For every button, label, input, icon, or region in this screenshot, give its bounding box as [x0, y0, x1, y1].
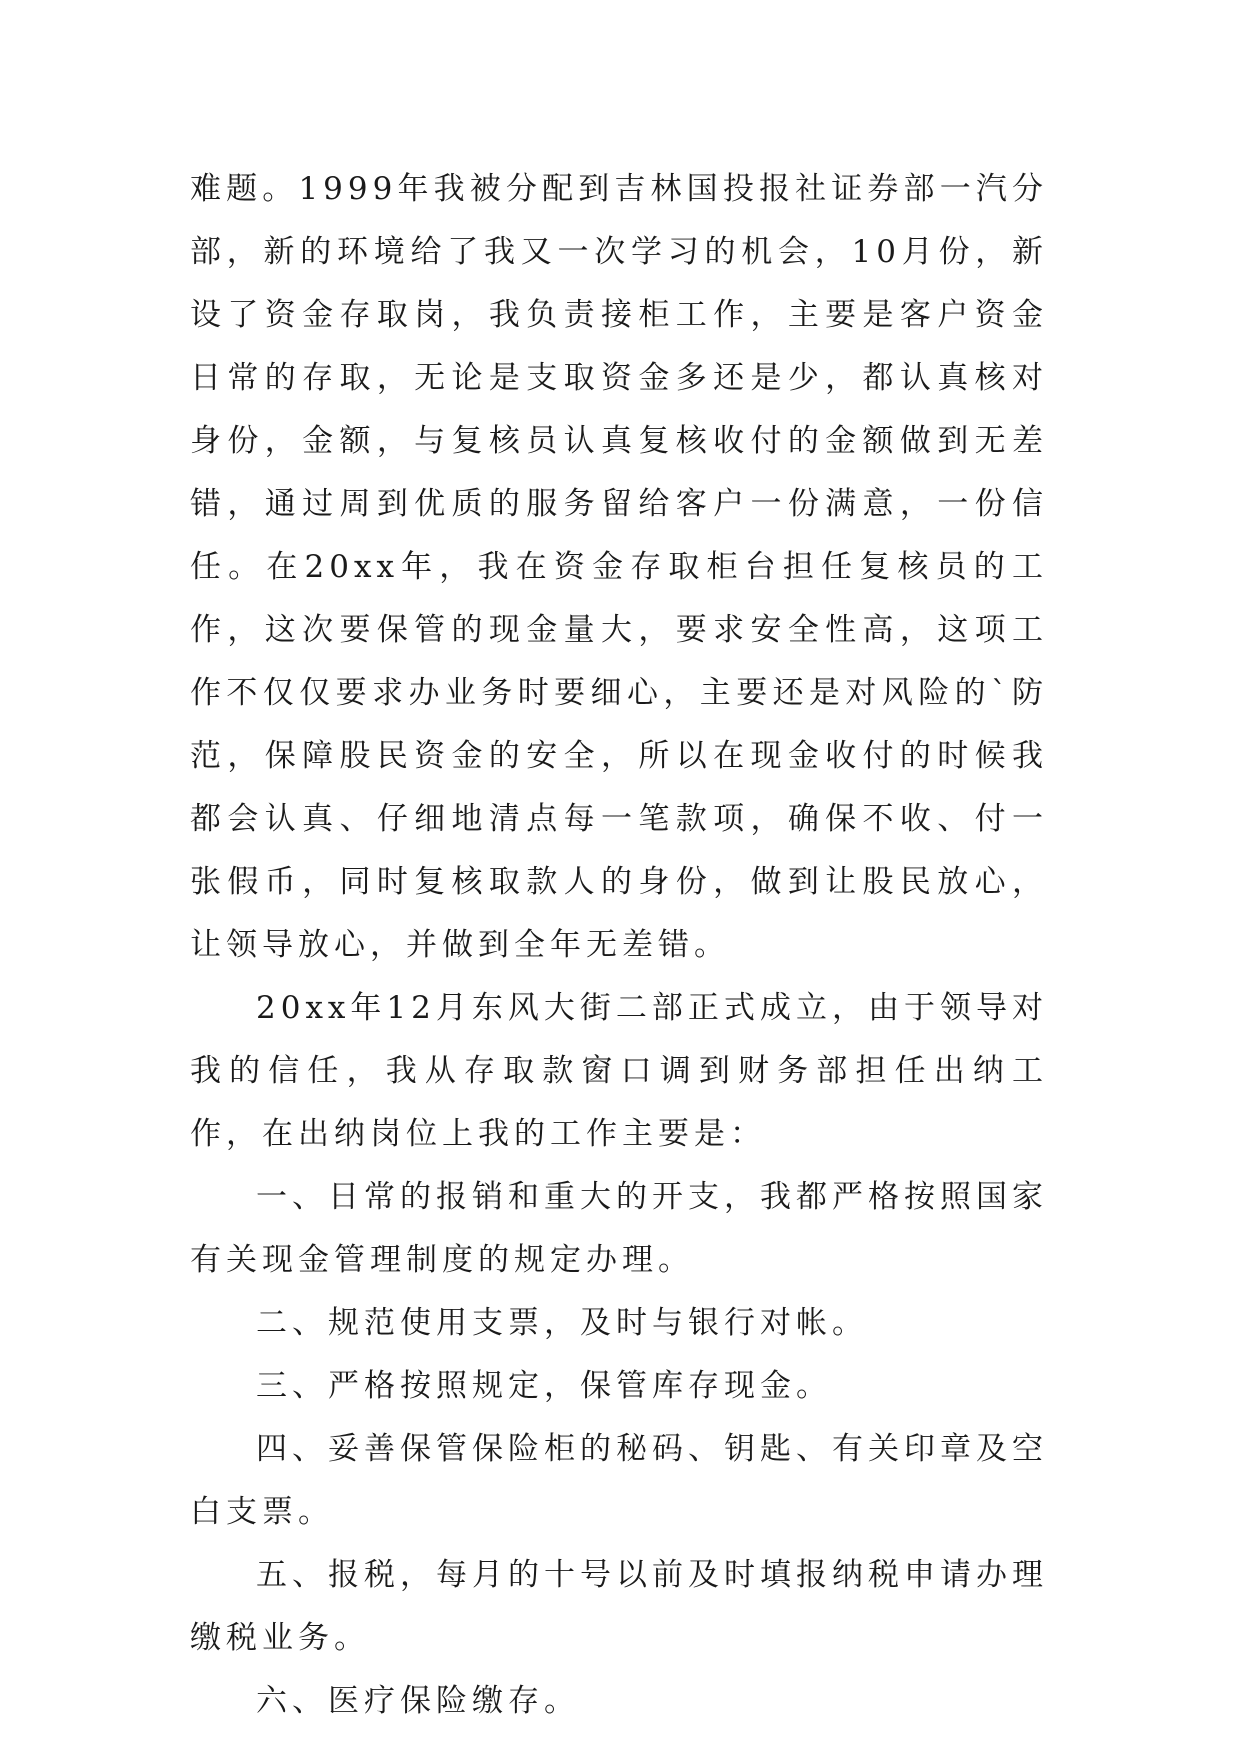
- list-item-4: 四、妥善保管保险柜的秘码、钥匙、有关印章及空白支票。: [190, 1431, 1048, 1530]
- paragraph-continuation: 难题。1999年我被分配到吉林国投报社证券部一汽分部，新的环境给了我又一次学习的机会，10月份，新设了资金存取岗，我负责接柜工作，主要是客户资金日常的存取，无论是支取资金多还是少，都认真核对身份，金额，与复核员认真复核收付的金额做到无差错，通过周到优质的服务留给客户一份满意，一份信任。在20xx年，我在资金存取柜台担任复核员的工作，这次要保管的现金量大，要求安全性高，这项工作不仅仅要求办业务时要细心，主要还是对风险的`防范，保障股民资金的安全，所以在现金收付的时候我都会认真、仔细地清点每一笔款项，确保不收、付一张假币，同时复核取款人的身份，做到让股民放心，让领导放心，并做到全年无差错。: [190, 171, 1048, 963]
- paragraph-new-department: 20xx年12月东风大街二部正式成立，由于领导对我的信任，我从存取款窗口调到财务部担任出纳工作，在出纳岗位上我的工作主要是：: [190, 990, 1048, 1152]
- body-text: [190, 158, 1048, 1733]
- list-item-3: 三、严格按照规定，保管库存现金。: [256, 1368, 832, 1404]
- list-item-2: 二、规范使用支票，及时与银行对帐。: [256, 1305, 868, 1341]
- list-item-6: 六、医疗保险缴存。: [256, 1683, 580, 1719]
- list-item-1: 一、日常的报销和重大的开支，我都严格按照国家有关现金管理制度的规定办理。: [190, 1179, 1048, 1278]
- list-item-5: 五、报税，每月的十号以前及时填报纳税申请办理缴税业务。: [190, 1557, 1048, 1656]
